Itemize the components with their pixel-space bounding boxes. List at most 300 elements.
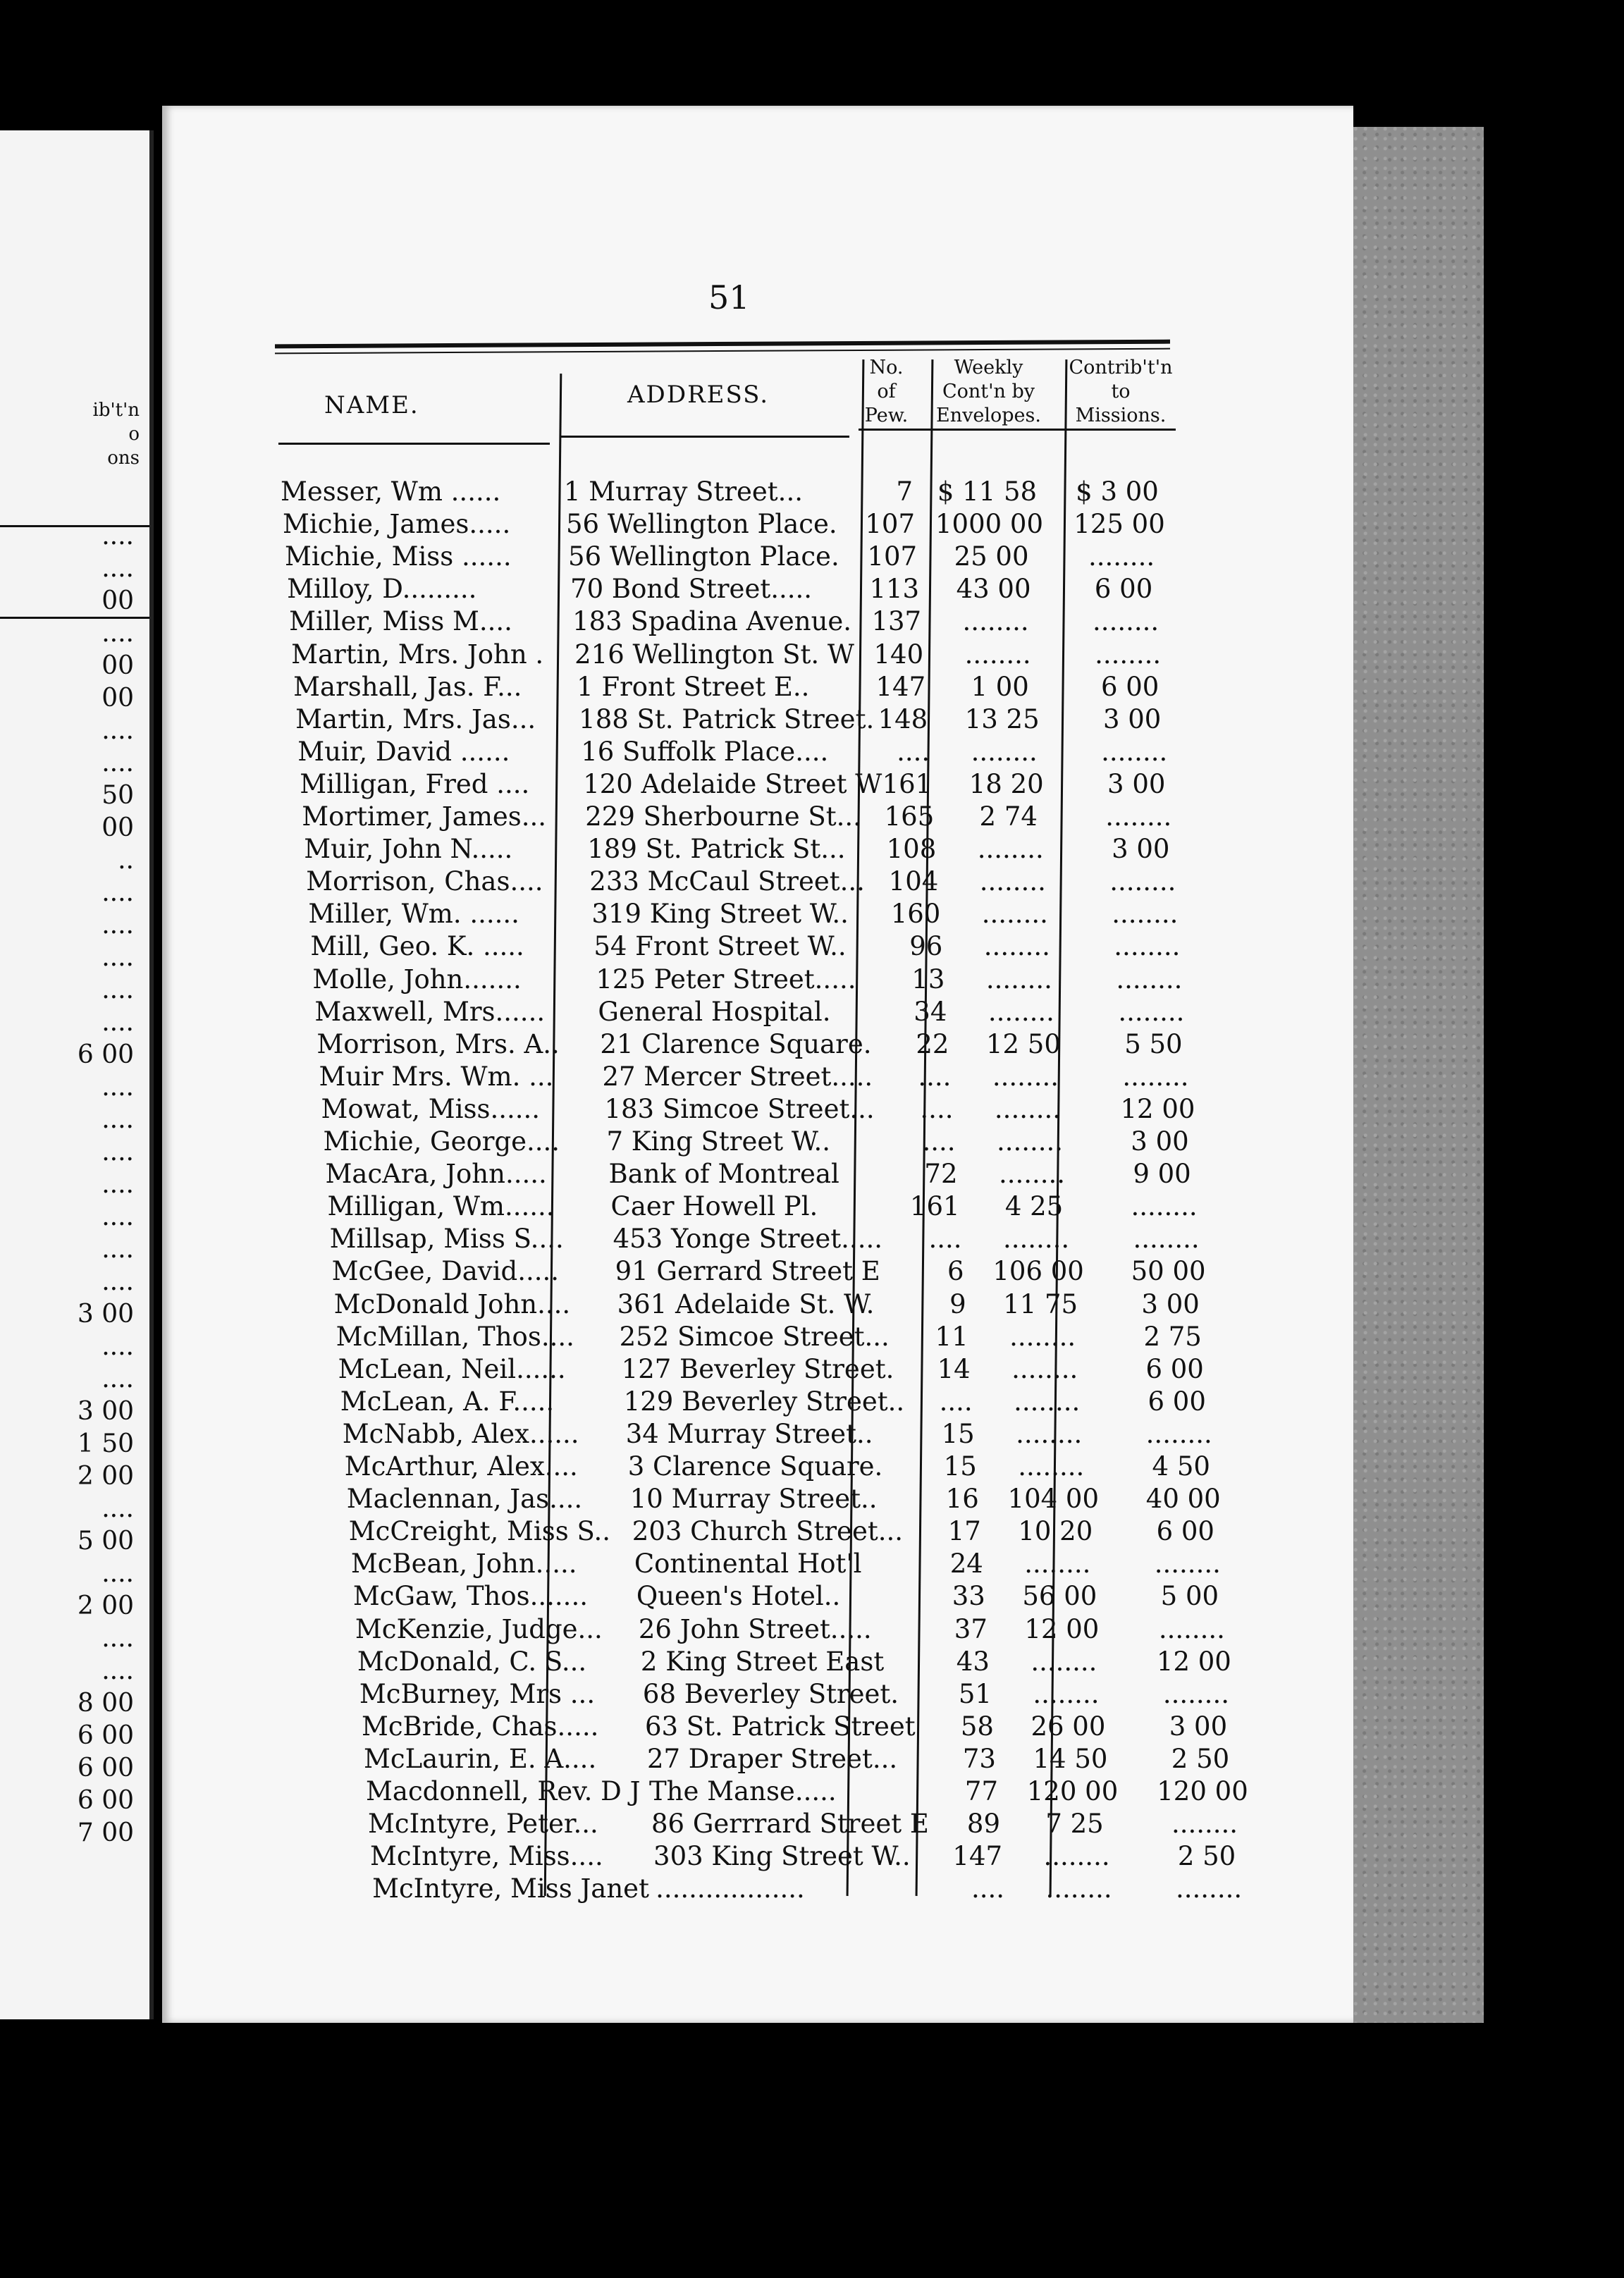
cell-pew: 43 bbox=[956, 1646, 990, 1677]
left-header-line-1: ib't'n bbox=[92, 400, 140, 421]
cell-weekly: 7 25 bbox=[1045, 1809, 1104, 1840]
cell-address: 21 Clarence Square. bbox=[600, 1028, 872, 1059]
cell-address: 63 St. Patrick Street bbox=[644, 1711, 916, 1742]
cell-pew: 37 bbox=[954, 1613, 988, 1644]
cell-missions: 120 00 bbox=[1157, 1776, 1248, 1806]
cell-missions: 6 00 bbox=[1145, 1353, 1204, 1384]
cell-missions: ........ bbox=[1109, 866, 1176, 897]
cell-name: Martin, Mrs. Jas... bbox=[295, 703, 536, 734]
cell-address: 1 Murray Street... bbox=[564, 476, 803, 507]
cell-pew: .... bbox=[918, 1061, 952, 1092]
cell-pew: 15 bbox=[941, 1418, 975, 1449]
table-row bbox=[0, 1418, 1624, 1451]
left-page-value: .... bbox=[102, 1332, 134, 1361]
cell-missions: ........ bbox=[1095, 639, 1162, 670]
cell-missions: 12 00 bbox=[1156, 1646, 1231, 1677]
cell-missions: ........ bbox=[1112, 899, 1179, 930]
cell-pew: 77 bbox=[964, 1776, 998, 1806]
cell-name: Marshall, Jas. F... bbox=[293, 671, 522, 702]
cell-missions: ........ bbox=[1122, 1061, 1189, 1092]
cell-name: McDonald, C. S... bbox=[357, 1646, 587, 1677]
cell-weekly: ........ bbox=[1016, 1418, 1083, 1449]
cell-missions: 5 50 bbox=[1124, 1028, 1183, 1059]
cell-pew: 161 bbox=[882, 768, 933, 799]
cell-pew: 113 bbox=[869, 574, 920, 605]
cell-weekly: ........ bbox=[1018, 1451, 1085, 1482]
cell-pew: 147 bbox=[875, 671, 926, 702]
cell-weekly: 1 00 bbox=[971, 671, 1029, 702]
cell-name: Martin, Mrs. John . bbox=[291, 639, 544, 670]
page-number: 51 bbox=[708, 278, 750, 316]
cell-pew: 140 bbox=[873, 639, 924, 670]
weekly-header-line: Weekly bbox=[954, 357, 1023, 378]
cell-missions: 3 00 bbox=[1169, 1711, 1228, 1742]
left-page-value: 3 00 bbox=[77, 1300, 134, 1329]
cell-address: 54 Front Street W.. bbox=[593, 931, 847, 962]
cell-address: 2 King Street East bbox=[640, 1646, 885, 1677]
table-row bbox=[0, 736, 1624, 768]
table-row bbox=[0, 1386, 1624, 1418]
cell-name: Milligan, Fred .... bbox=[300, 768, 530, 799]
cell-weekly: 43 00 bbox=[956, 574, 1031, 605]
left-page-value: 00 bbox=[102, 684, 134, 713]
left-page-value: 6 00 bbox=[77, 1721, 134, 1750]
left-page-value: .... bbox=[102, 1365, 134, 1393]
cell-weekly: ........ bbox=[964, 639, 1031, 670]
cell-name: McIntyre, Miss.... bbox=[370, 1841, 603, 1872]
left-page-value: .... bbox=[102, 619, 134, 648]
cell-weekly: ........ bbox=[979, 866, 1046, 897]
left-page-value: 50 bbox=[102, 781, 134, 810]
cell-pew: 96 bbox=[909, 931, 943, 962]
cell-name: McGaw, Thos....... bbox=[352, 1581, 588, 1612]
cell-missions: 6 00 bbox=[1148, 1386, 1206, 1417]
cell-name: Milloy, D......... bbox=[287, 574, 477, 605]
cell-weekly: 120 00 bbox=[1026, 1776, 1119, 1806]
cell-weekly: 26 00 bbox=[1031, 1711, 1106, 1742]
cell-address: 183 Spadina Avenue. bbox=[572, 606, 852, 637]
cell-address: 120 Adelaide Street W bbox=[583, 768, 882, 799]
cell-address: 16 Suffolk Place.... bbox=[581, 736, 829, 767]
cell-missions: 12 00 bbox=[1120, 1093, 1195, 1124]
cell-missions: 125 00 bbox=[1074, 509, 1165, 540]
cell-weekly: 12 50 bbox=[985, 1028, 1061, 1059]
cell-address: 129 Beverley Street.. bbox=[623, 1386, 905, 1417]
cell-weekly: ........ bbox=[1045, 1873, 1112, 1904]
cell-weekly: ........ bbox=[977, 834, 1044, 865]
left-page-value: 00 bbox=[102, 813, 134, 842]
left-page-value: .... bbox=[102, 749, 134, 777]
cell-weekly: 14 50 bbox=[1033, 1743, 1108, 1774]
cell-missions: 2 50 bbox=[1171, 1743, 1230, 1774]
cell-name: McCreight, Miss S.. bbox=[348, 1516, 611, 1547]
cell-address: 303 King Street W.. bbox=[653, 1841, 911, 1872]
cell-pew: 24 bbox=[949, 1549, 983, 1580]
cell-name: Muir, John N..... bbox=[304, 834, 513, 865]
cell-weekly: 106 00 bbox=[992, 1256, 1084, 1287]
left-page-value: .... bbox=[102, 911, 134, 940]
cell-missions: 3 00 bbox=[1141, 1288, 1200, 1319]
cell-name: Michie, Miss ...... bbox=[285, 541, 512, 572]
cell-name: Miller, Wm. ...... bbox=[308, 899, 519, 930]
cell-missions: ........ bbox=[1114, 931, 1181, 962]
cell-name: Macdonnell, Rev. D J bbox=[366, 1776, 641, 1806]
cell-name: McBride, Chas..... bbox=[361, 1711, 599, 1742]
cell-pew: 147 bbox=[952, 1841, 1003, 1872]
column-header-weekly bbox=[927, 356, 1050, 428]
cell-weekly: ........ bbox=[1024, 1549, 1091, 1580]
cell-missions: ........ bbox=[1131, 1191, 1198, 1222]
cell-pew: 58 bbox=[960, 1711, 994, 1742]
cell-weekly: ........ bbox=[983, 931, 1050, 962]
cell-weekly: 4 25 bbox=[1004, 1191, 1064, 1222]
cell-missions: ........ bbox=[1162, 1678, 1229, 1709]
table-row bbox=[0, 1548, 1624, 1580]
left-page-value: 6 00 bbox=[77, 1754, 134, 1783]
column-header-name: NAME. bbox=[324, 391, 419, 419]
missions-header-line: Missions. bbox=[1075, 405, 1167, 426]
cell-address: 86 Gerrrard Street E bbox=[651, 1809, 929, 1840]
cell-pew: .... bbox=[897, 736, 930, 767]
cell-pew: 7 bbox=[896, 476, 913, 507]
cell-name: Michie, James..... bbox=[283, 509, 511, 540]
left-page-value: .... bbox=[102, 554, 134, 583]
cell-name: Morrison, Mrs. A.. bbox=[316, 1028, 560, 1059]
cell-missions: ........ bbox=[1093, 606, 1159, 637]
left-page-value: .... bbox=[102, 1073, 134, 1102]
table-row bbox=[0, 1093, 1624, 1126]
left-page-value: .... bbox=[102, 716, 134, 745]
table-row bbox=[0, 1613, 1624, 1646]
cell-address: 361 Adelaide St. W. bbox=[617, 1288, 875, 1319]
left-page-value: 00 bbox=[102, 651, 134, 680]
table-row bbox=[0, 1223, 1624, 1255]
left-page-value: 3 00 bbox=[77, 1397, 134, 1426]
cell-name: McMillan, Thos.... bbox=[336, 1321, 574, 1352]
cell-address: 27 Draper Street... bbox=[646, 1743, 898, 1774]
cell-name: Millsap, Miss S.... bbox=[329, 1224, 564, 1255]
cell-pew: .... bbox=[922, 1126, 956, 1157]
cell-name: McLaurin, E. A.... bbox=[363, 1743, 597, 1774]
table-row bbox=[0, 639, 1624, 671]
left-page-value: 1 50 bbox=[77, 1429, 134, 1458]
cell-pew: .... bbox=[939, 1386, 973, 1417]
cell-missions: ........ bbox=[1145, 1418, 1212, 1449]
cell-pew: 11 bbox=[935, 1321, 968, 1352]
cell-pew: 6 bbox=[947, 1256, 964, 1287]
left-page-value: .... bbox=[102, 878, 134, 907]
left-page-value: .... bbox=[102, 1267, 134, 1296]
weekly-header-line: Cont'n by bbox=[942, 381, 1035, 402]
table-row bbox=[0, 833, 1624, 866]
cell-address: 216 Wellington St. W bbox=[574, 639, 854, 670]
cell-pew: 34 bbox=[914, 996, 947, 1027]
left-page-value: 00 bbox=[102, 586, 134, 615]
cell-address: 7 King Street W.. bbox=[606, 1126, 830, 1157]
table-row bbox=[0, 605, 1624, 638]
left-header-line-2: o bbox=[128, 424, 140, 445]
cell-address: 183 Simcoe Street... bbox=[604, 1093, 875, 1124]
cell-address: 189 St. Patrick St... bbox=[587, 834, 846, 865]
cell-weekly: ........ bbox=[996, 1126, 1064, 1157]
cell-pew: 17 bbox=[947, 1516, 981, 1547]
table-row bbox=[0, 671, 1624, 703]
cell-missions: ........ bbox=[1133, 1224, 1200, 1255]
cell-pew: .... bbox=[920, 1093, 954, 1124]
cell-address: 27 Mercer Street..... bbox=[602, 1061, 873, 1092]
cell-missions: ........ bbox=[1176, 1873, 1243, 1904]
numeric-header-underline bbox=[859, 429, 1176, 431]
left-page-value: 6 00 bbox=[77, 1040, 134, 1069]
cell-name: McBurney, Mrs ... bbox=[359, 1678, 596, 1709]
cell-weekly: 1000 00 bbox=[935, 509, 1044, 540]
cell-address: 252 Simcoe Street... bbox=[619, 1321, 890, 1352]
table-row bbox=[0, 963, 1624, 996]
cell-weekly: ........ bbox=[985, 963, 1052, 995]
left-page-value: 2 00 bbox=[77, 1462, 134, 1491]
table-row bbox=[0, 541, 1624, 573]
left-page-column-header bbox=[93, 398, 140, 470]
table-row bbox=[0, 1646, 1624, 1678]
cell-pew: .... bbox=[928, 1224, 962, 1255]
cell-name: Milligan, Wm...... bbox=[327, 1191, 555, 1222]
table-row bbox=[0, 898, 1624, 930]
cell-weekly: 13 25 bbox=[964, 703, 1040, 734]
cell-address: 319 King Street W.. bbox=[591, 899, 849, 930]
table-row bbox=[0, 1158, 1624, 1190]
cell-missions: 4 50 bbox=[1152, 1451, 1210, 1482]
cell-name: McGee, David..... bbox=[331, 1256, 560, 1287]
pew-header-line: No. bbox=[869, 357, 904, 378]
table-row bbox=[0, 1321, 1624, 1353]
cell-missions: 2 75 bbox=[1143, 1321, 1202, 1352]
missions-header-line: to bbox=[1111, 381, 1131, 402]
cell-weekly: ........ bbox=[1014, 1386, 1081, 1417]
missions-header-line: Contrib't'n bbox=[1069, 357, 1173, 378]
cell-weekly: ........ bbox=[994, 1093, 1062, 1124]
cell-missions: ........ bbox=[1158, 1613, 1225, 1644]
cell-name: McIntyre, Miss Janet bbox=[372, 1873, 649, 1904]
left-page-value: .... bbox=[102, 1624, 134, 1653]
table-row bbox=[0, 1873, 1624, 1905]
cell-address: 203 Church Street... bbox=[632, 1516, 903, 1547]
cell-weekly: ........ bbox=[1011, 1353, 1078, 1384]
cell-missions: ........ bbox=[1105, 801, 1172, 832]
cell-weekly: ........ bbox=[971, 736, 1038, 767]
cell-name: Michie, George.... bbox=[323, 1126, 560, 1157]
pew-header-line: of bbox=[877, 381, 896, 402]
left-page-value: .... bbox=[102, 1559, 134, 1588]
cell-name: Morrison, Chas.... bbox=[306, 866, 543, 897]
cell-name: McKenzie, Judge... bbox=[355, 1613, 603, 1644]
cell-missions: ........ bbox=[1154, 1549, 1221, 1580]
cell-name: McBean, John..... bbox=[350, 1549, 577, 1580]
cell-address: 56 Wellington Place. bbox=[568, 541, 839, 572]
cell-missions: 3 00 bbox=[1131, 1126, 1189, 1157]
cell-name: Maclennan, Jas.... bbox=[346, 1484, 583, 1515]
cell-name: McLean, A. F..... bbox=[340, 1386, 555, 1417]
address-header-underline bbox=[560, 436, 849, 438]
cell-weekly: ........ bbox=[988, 996, 1054, 1027]
left-page-value: 5 00 bbox=[77, 1527, 134, 1556]
cell-name: Muir Mrs. Wm. ... bbox=[319, 1061, 554, 1092]
cell-name: Mortimer, James... bbox=[302, 801, 547, 832]
table-row bbox=[0, 1743, 1624, 1775]
table-row bbox=[0, 508, 1624, 541]
cell-pew: 148 bbox=[878, 703, 928, 734]
cell-missions: ........ bbox=[1116, 963, 1183, 995]
column-header-address: ADDRESS. bbox=[627, 381, 770, 409]
cell-pew: 72 bbox=[924, 1159, 958, 1190]
table-row bbox=[0, 1483, 1624, 1515]
cell-address: Continental Hot'l bbox=[634, 1549, 862, 1580]
cell-weekly: ........ bbox=[962, 606, 1029, 637]
cell-pew: 51 bbox=[958, 1678, 992, 1709]
left-page-value: .... bbox=[102, 1656, 134, 1685]
cell-weekly: ........ bbox=[992, 1061, 1059, 1092]
table-row bbox=[0, 1515, 1624, 1548]
cell-address: 68 Beverley Street. bbox=[642, 1678, 899, 1709]
table-row bbox=[0, 1061, 1624, 1093]
cell-address: 127 Beverley Street. bbox=[621, 1353, 894, 1384]
table-row bbox=[0, 1451, 1624, 1483]
left-page-value: .... bbox=[102, 1138, 134, 1166]
left-page-value: .... bbox=[102, 1105, 134, 1134]
cell-pew: 104 bbox=[888, 866, 939, 897]
table-row bbox=[0, 801, 1624, 833]
cell-pew: 16 bbox=[945, 1484, 979, 1515]
table-row bbox=[0, 1711, 1624, 1743]
cell-missions: 9 00 bbox=[1133, 1159, 1191, 1190]
cell-address: 1 Front Street E.. bbox=[577, 671, 810, 702]
left-page-value: .... bbox=[102, 943, 134, 972]
cell-weekly: 56 00 bbox=[1022, 1581, 1097, 1612]
table-row bbox=[0, 930, 1624, 963]
cell-pew: 161 bbox=[909, 1191, 960, 1222]
left-page-value: .. bbox=[118, 846, 134, 875]
cell-name: McNabb, Alex...... bbox=[342, 1418, 579, 1449]
cell-address: General Hospital. bbox=[598, 996, 831, 1027]
table-row bbox=[0, 996, 1624, 1028]
cell-missions: 5 00 bbox=[1160, 1581, 1219, 1612]
cell-weekly: 10 20 bbox=[1018, 1516, 1093, 1547]
cell-name: MacAra, John..... bbox=[325, 1159, 547, 1190]
column-header-pew bbox=[856, 356, 916, 428]
cell-weekly: ........ bbox=[998, 1159, 1066, 1190]
name-header-underline bbox=[278, 443, 550, 445]
left-page-value: 8 00 bbox=[77, 1689, 134, 1718]
cell-weekly: 11 75 bbox=[1003, 1288, 1078, 1319]
cell-address: Bank of Montreal bbox=[608, 1159, 839, 1190]
left-page-value: 6 00 bbox=[77, 1786, 134, 1815]
cell-missions: ........ bbox=[1088, 541, 1155, 572]
column-header-missions bbox=[1061, 356, 1181, 428]
left-page-value: .... bbox=[102, 522, 134, 550]
cell-pew: 9 bbox=[949, 1288, 966, 1319]
table-row bbox=[0, 1808, 1624, 1840]
table-row bbox=[0, 1190, 1624, 1223]
cell-weekly: ........ bbox=[1009, 1321, 1076, 1352]
cell-name: Mill, Geo. K. ..... bbox=[310, 931, 524, 962]
left-page-value: .... bbox=[102, 1494, 134, 1523]
pew-header-line: Pew. bbox=[864, 405, 909, 426]
cell-address: 233 McCaul Street... bbox=[589, 866, 865, 897]
cell-name: McIntyre, Peter... bbox=[368, 1809, 598, 1840]
cell-weekly: 2 74 bbox=[979, 801, 1038, 832]
cell-weekly: 25 00 bbox=[954, 541, 1029, 572]
cell-pew: 107 bbox=[867, 541, 918, 572]
cell-name: McLean, Neil...... bbox=[338, 1353, 566, 1384]
cell-pew: 160 bbox=[890, 899, 941, 930]
table-row bbox=[0, 1678, 1624, 1711]
table-row bbox=[0, 1775, 1624, 1808]
cell-address: The Manse..... bbox=[649, 1776, 837, 1806]
cell-address: 91 Gerrard Street E bbox=[615, 1256, 880, 1287]
table-row bbox=[0, 573, 1624, 605]
table-row bbox=[0, 1255, 1624, 1288]
cell-pew: 165 bbox=[884, 801, 935, 832]
cell-weekly: ........ bbox=[1043, 1841, 1110, 1872]
cell-weekly: ........ bbox=[1033, 1678, 1100, 1709]
cell-missions: 6 00 bbox=[1156, 1516, 1214, 1547]
cell-address: Caer Howell Pl. bbox=[610, 1191, 818, 1222]
cell-missions: 3 00 bbox=[1102, 703, 1162, 734]
left-page-value: .... bbox=[102, 1202, 134, 1231]
table-row bbox=[0, 1126, 1624, 1158]
left-page-value: 7 00 bbox=[77, 1818, 134, 1847]
cell-name: Maxwell, Mrs...... bbox=[314, 996, 546, 1027]
cell-pew: 73 bbox=[962, 1743, 996, 1774]
cell-missions: ........ bbox=[1171, 1809, 1238, 1840]
table-row bbox=[0, 1288, 1624, 1321]
left-page-value: .... bbox=[102, 1235, 134, 1264]
cell-pew: 137 bbox=[871, 606, 922, 637]
cell-missions: ........ bbox=[1101, 736, 1168, 767]
weekly-header-line: Envelopes. bbox=[936, 405, 1041, 426]
cell-missions: 50 00 bbox=[1131, 1256, 1206, 1287]
cell-missions: 6 00 bbox=[1094, 574, 1153, 605]
cell-name: McArthur, Alex.... bbox=[344, 1451, 578, 1482]
cell-weekly: ........ bbox=[1003, 1224, 1070, 1255]
cell-missions: 3 00 bbox=[1107, 768, 1166, 799]
cell-pew: 13 bbox=[911, 963, 945, 995]
cell-weekly: 12 00 bbox=[1024, 1613, 1100, 1644]
cell-name: McDonald John.... bbox=[333, 1288, 571, 1319]
cell-missions: 3 00 bbox=[1112, 834, 1170, 865]
left-page-value: .... bbox=[102, 975, 134, 1004]
cell-name: Molle, John....... bbox=[312, 963, 522, 995]
cell-pew: .... bbox=[971, 1873, 1005, 1904]
cell-missions: 40 00 bbox=[1145, 1484, 1221, 1515]
cell-pew: 15 bbox=[943, 1451, 977, 1482]
cell-address: 56 Wellington Place. bbox=[566, 509, 837, 540]
cell-address: 453 Yonge Street..... bbox=[613, 1224, 882, 1255]
cell-address: 34 Murray Street.. bbox=[625, 1418, 873, 1449]
left-header-line-3: ons bbox=[107, 448, 140, 469]
cell-address: Queen's Hotel.. bbox=[636, 1581, 841, 1612]
cell-weekly: ........ bbox=[981, 899, 1048, 930]
cell-name: Messer, Wm ...... bbox=[281, 476, 501, 507]
cell-pew: 14 bbox=[937, 1353, 971, 1384]
cell-missions: 2 50 bbox=[1177, 1841, 1236, 1872]
cell-address: .................. bbox=[656, 1873, 805, 1904]
cell-address: 10 Murray Street.. bbox=[629, 1484, 878, 1515]
table-row bbox=[0, 1840, 1624, 1873]
cell-weekly: $ 11 58 bbox=[937, 476, 1038, 507]
cell-weekly: 104 00 bbox=[1007, 1484, 1099, 1515]
cell-name: Muir, David ...... bbox=[297, 736, 510, 767]
cell-pew: 107 bbox=[865, 509, 916, 540]
